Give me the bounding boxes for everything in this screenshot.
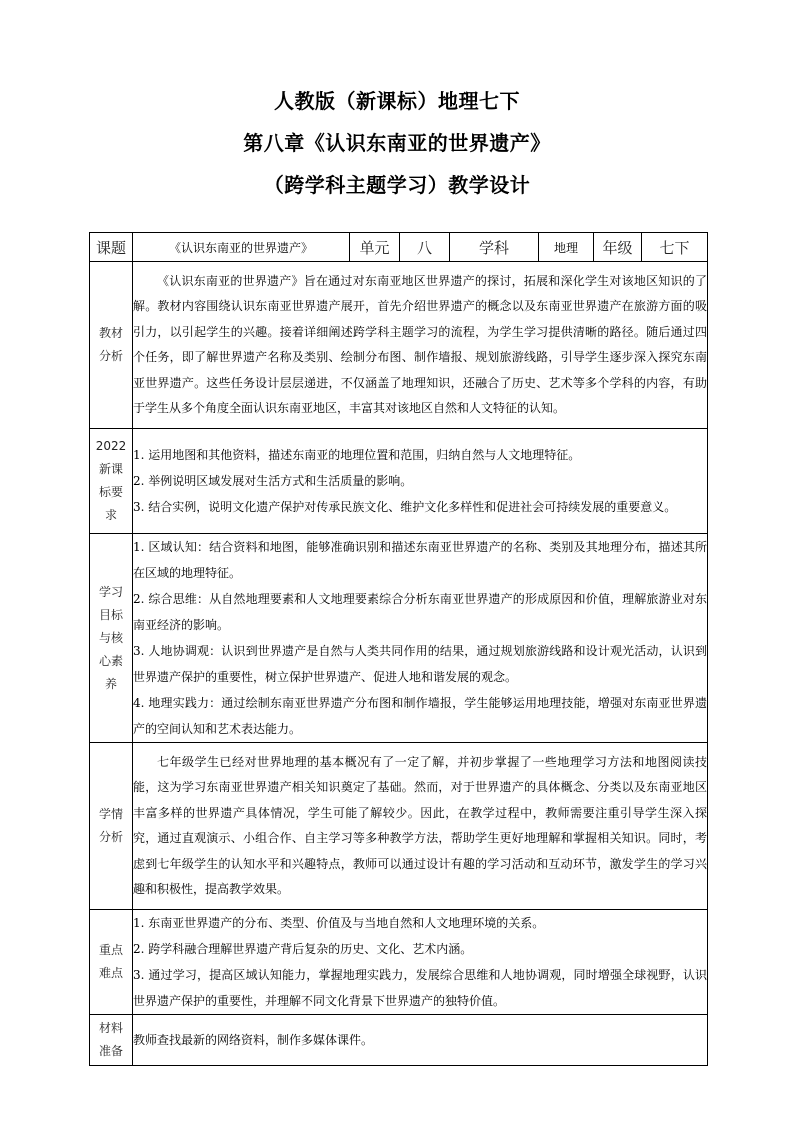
key-points-item-2: 2. 跨学科融合理解世界遗产背后复杂的历史、文化、艺术内涵。 [133,942,473,956]
students-analysis-text: 七年级学生已经对世界地理的基本概况有了一定了解，并初步掌握了一些地理学习方法和地图阅读技能，这为学习东南亚世界遗产相关知识奠定了基础。然而，对于世界遗产的具体概念、分类以及东南亚地区丰富多样的世界遗产具体情况，学生可能了解较少。因此，在教学过程中，教师需要注重引导学生深入探究，通过直观演示、小组合作、自主学习等多种教学方法，帮助学生更好地理解和掌握相关知识。同时，考虑到七年级学生的认知水平和兴趣特点，教师可以通过设计有趣的学习活动和互动环节，激发学生的学习兴趣和积极性，提高教学效果。 [133,754,707,896]
standards-item-3: 3. 结合实例，说明文化遗产保护对传承民族文化、维护文化多样性和促进社会可持续发展的重要意义。 [133,500,677,514]
standards-row [90,429,708,534]
topic-label: 课题 [90,233,133,262]
subject-value: 地理 [539,233,594,262]
key-points-item-3: 3. 通过学习，提高区域认知能力，掌握地理实践力，发展综合思维和人地协调观，同时增强全球视野，认识世界遗产保护的重要性，并理解不同文化背景下世界遗产的独特价值。 [133,968,707,1008]
objectives-row [90,534,708,743]
students-analysis-row [90,743,708,910]
standards-label: 2022 新课 标要 求 [90,429,133,534]
objectives-item-3: 3. 人地协调观：认识到世界遗产是自然与人类共同作用的结果，通过规划旅游线路和设计观光活动，认识到世界遗产保护的重要性，树立保护世界遗产、促进人地和谐发展的观念。 [133,644,707,684]
textbook-analysis-content [133,262,708,429]
key-points-label: 重点 难点 [90,910,133,1015]
grade-value: 七下 [642,233,708,262]
unit-value: 八 [400,233,450,262]
key-points-content [133,910,708,1015]
textbook-analysis-text: 《认识东南亚的世界遗产》旨在通过对东南亚地区世界遗产的探讨，拓展和深化学生对该地区知识的了解。教材内容围绕认识东南亚世界遗产展开，首先介绍世界遗产的概念以及东南亚世界遗产在旅游方面的吸引力，以引起学生的兴趣。接着详细阐述跨学科主题学习的流程，为学生学习提供清晰的路径。随后通过四个任务，即了解世界遗产名称及类别、绘制分布图、制作墙报、规划旅游线路，引导学生逐步深入探究东南亚世界遗产。这些任务设计层层递进，不仅涵盖了地理知识，还融合了历史、艺术等多个学科的内容，有助于学生从多个角度全面认识东南亚地区，丰富其对该地区自然和人文特征的认知。 [133,273,707,415]
title-line-1: 人教版（新课标）地理七下 [274,89,520,113]
materials-content [133,1015,708,1066]
topic-value: 《认识东南亚的世界遗产》 [133,233,350,262]
subject-label: 学科 [450,233,539,262]
textbook-analysis-row [90,262,708,429]
students-analysis-label: 学情 分析 [90,743,133,910]
key-points-row [90,910,708,1015]
objectives-item-1: 1. 区域认知：结合资料和地图，能够准确识别和描述东南亚世界遗产的名称、类别及其地理分布，描述其所在区域的地理特征。 [133,540,707,580]
title-line-3: （跨学科主题学习）教学设计 [263,173,531,197]
materials-label: 材料 准备 [90,1015,133,1066]
standards-content [133,429,708,534]
key-points-item-1: 1. 东南亚世界遗产的分布、类型、价值及与当地自然和人文地理环境的关系。 [133,916,545,930]
unit-label: 单元 [350,233,400,262]
document-title [0,80,794,206]
standards-item-2: 2. 举例说明区域发展对生活方式和生活质量的影响。 [133,474,413,488]
objectives-item-4: 4. 地理实践力：通过绘制东南亚世界遗产分布图和制作墙报，学生能够运用地理技能，增强对东南亚世界遗产的空间认知和艺术表达能力。 [133,696,707,736]
materials-row [90,1015,708,1066]
lesson-plan-table [89,232,708,1066]
textbook-analysis-label: 教材 分析 [90,262,133,429]
objectives-label: 学习 目标 与核 心素 养 [90,534,133,743]
students-analysis-content [133,743,708,910]
header-row [90,233,708,262]
grade-label: 年级 [594,233,642,262]
materials-text: 教师查找最新的网络资料，制作多媒体课件。 [133,1033,374,1047]
standards-item-1: 1. 运用地图和其他资料，描述东南亚的地理位置和范围，归纳自然与人文地理特征。 [133,448,581,462]
objectives-content [133,534,708,743]
title-line-2: 第八章《认识东南亚的世界遗产》 [243,131,551,155]
objectives-item-2: 2. 综合思维：从自然地理要素和人文地理要素综合分析东南亚世界遗产的形成原因和价值，理解旅游业对东南亚经济的影响。 [133,592,707,632]
